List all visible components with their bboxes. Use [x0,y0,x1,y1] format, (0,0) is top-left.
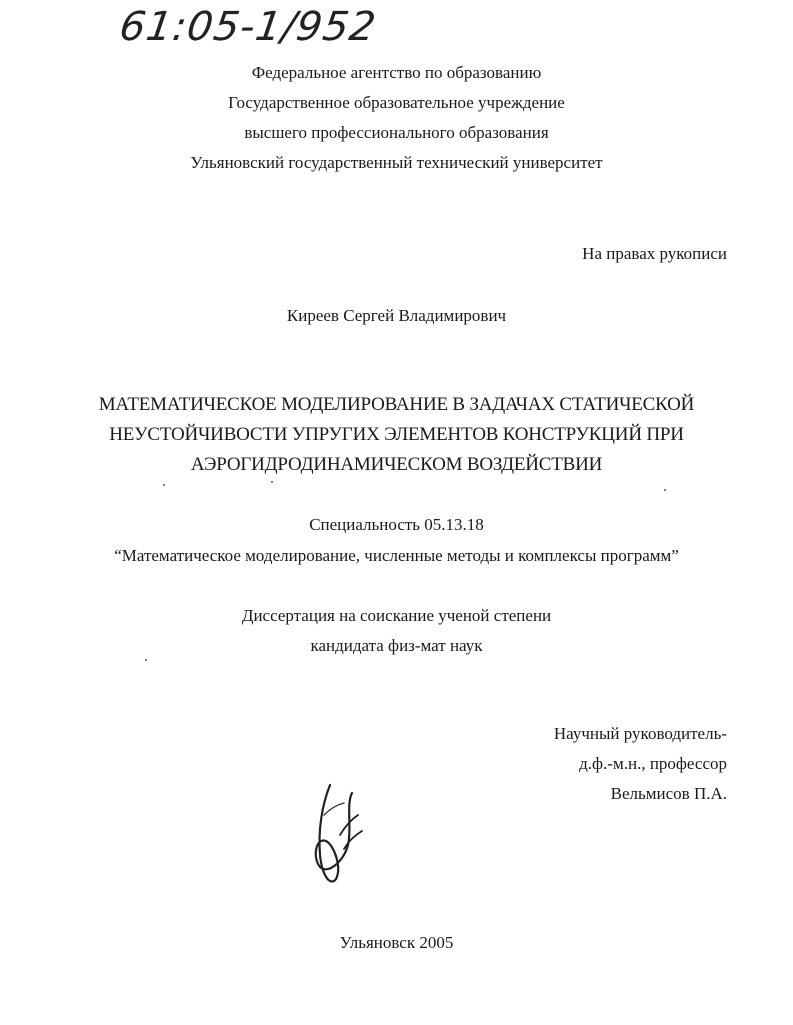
header-line-university: Ульяновский государственный технический университет [190,153,603,172]
scan-speck [145,659,147,661]
specialty-name: “Математическое моделирование, численные методы и комплексы программ” [114,546,679,565]
supervisor-name: Вельмисов П.А. [610,784,727,803]
dissertation-degree: кандидата физ-мат наук [310,636,483,655]
scan-speck [271,481,273,483]
supervisor-degree: д.ф.-м.н., профессор [579,754,727,773]
supervisor-role: Научный руководитель- [553,724,727,743]
specialty-code: Специальность 05.13.18 [309,515,484,534]
title-line-3: АЭРОГИДРОДИНАМИЧЕСКОМ ВОЗДЕЙСТВИИ [190,454,603,475]
header-line-education-level: высшего профессионального образования [244,123,549,142]
signature-icon [300,775,370,895]
city-year: Ульяновск 2005 [339,933,454,952]
archive-code: 61:05-1/952 [116,4,380,50]
scan-speck [163,484,165,486]
header-line-institution-type: Государственное образовательное учреждение [228,93,565,112]
title-line-2: НЕУСТОЙЧИВОСТИ УПРУГИХ ЭЛЕМЕНТОВ КОНСТРУКЦИЙ ПРИ [109,424,684,445]
title-line-1: МАТЕМАТИЧЕСКОЕ МОДЕЛИРОВАНИЕ В ЗАДАЧАХ СТАТИЧЕСКОЙ [98,394,695,415]
header-line-agency: Федеральное агентство по образованию [251,63,542,82]
dissertation-purpose: Диссертация на соискание ученой степени [241,606,552,625]
rights-note: На правах рукописи [582,244,727,263]
scan-speck [664,489,666,491]
author-name: Киреев Сергей Владимирович [286,306,507,325]
